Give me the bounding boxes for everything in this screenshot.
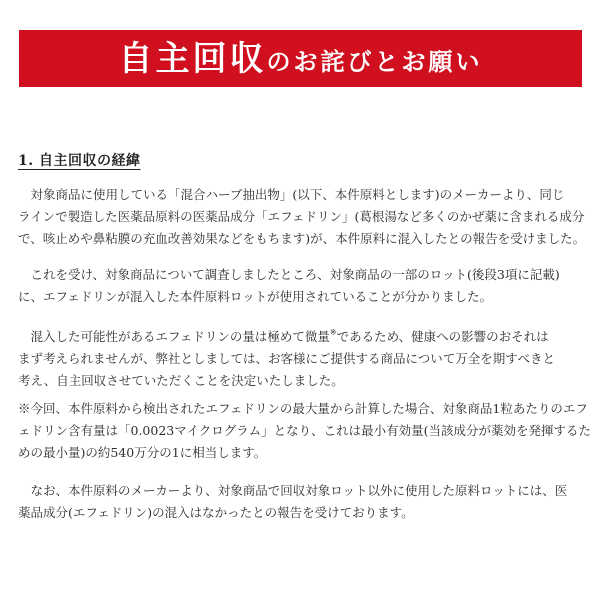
paragraph-line: なお、本件原料のメーカーより、対象商品で回収対象ロット以外に使用した原料ロットには、医 bbox=[30, 483, 568, 498]
section-heading: 1. 自主回収の経緯 bbox=[18, 153, 141, 169]
paragraph-background bbox=[18, 184, 586, 250]
paragraph-line: まず考えられませんが、弊社としましては、お客様にご提供する商品について万全を期すべきと bbox=[18, 351, 556, 366]
paragraph-line: ※今回、本件原料から検出されたエフェドリンの最大量から計算した場合、対象商品1粒あたりのエフ bbox=[18, 401, 588, 416]
paragraph-line: で、咳止めや鼻粘膜の充血改善効果などをもちます)が、本件原料に混入したとの報告を受けました。 bbox=[18, 231, 586, 246]
paragraph-footnote bbox=[18, 398, 591, 464]
paragraph-line: めの最小量)の約540万分の1に相当します。 bbox=[18, 445, 267, 460]
paragraph-line bbox=[18, 322, 583, 348]
paragraph-line: 薬品成分(エフェドリン)の混入はなかったとの報告を受けております。 bbox=[18, 505, 414, 520]
paragraph-supplement bbox=[18, 480, 583, 524]
paragraph-decision bbox=[18, 322, 583, 392]
paragraph-investigation bbox=[18, 264, 583, 308]
paragraph-line: 対象商品に使用している「混合ハーブ抽出物」(以下、本件原料とします)のメーカーより、同じ bbox=[30, 187, 565, 202]
paragraph-line: 考え、自主回収させていただくことを決定いたしました。 bbox=[18, 373, 344, 388]
paragraph-line: これを受け、対象商品について調査しましたところ、対象商品の一部のロット(後段3項に記載) bbox=[30, 267, 560, 282]
banner-title-small: のお詫びとお願い bbox=[266, 46, 483, 76]
footnote-mark: ※ bbox=[329, 328, 337, 337]
paragraph-line: ェドリン含有量は「0.0023マイクログラム」となり、これは最小有効量(当該成分が薬効を発揮するた bbox=[18, 423, 591, 438]
line-text: 混入した可能性があるエフェドリンの量は極めて微量 bbox=[30, 329, 330, 344]
title-banner bbox=[19, 30, 582, 87]
banner-title-large: 自主回収 bbox=[118, 38, 267, 79]
line-text: であるため、健康への影響のおそれは bbox=[336, 329, 549, 344]
paragraph-line: に、エフェドリンが混入した本件原料ロットが使用されていることが分かりました。 bbox=[18, 289, 493, 304]
paragraph-line: ラインで製造した医薬品原料の医薬品成分「エフェドリン」(葛根湯など多くのかぜ薬に含まれる成分 bbox=[18, 209, 585, 224]
banner-title bbox=[118, 38, 483, 79]
